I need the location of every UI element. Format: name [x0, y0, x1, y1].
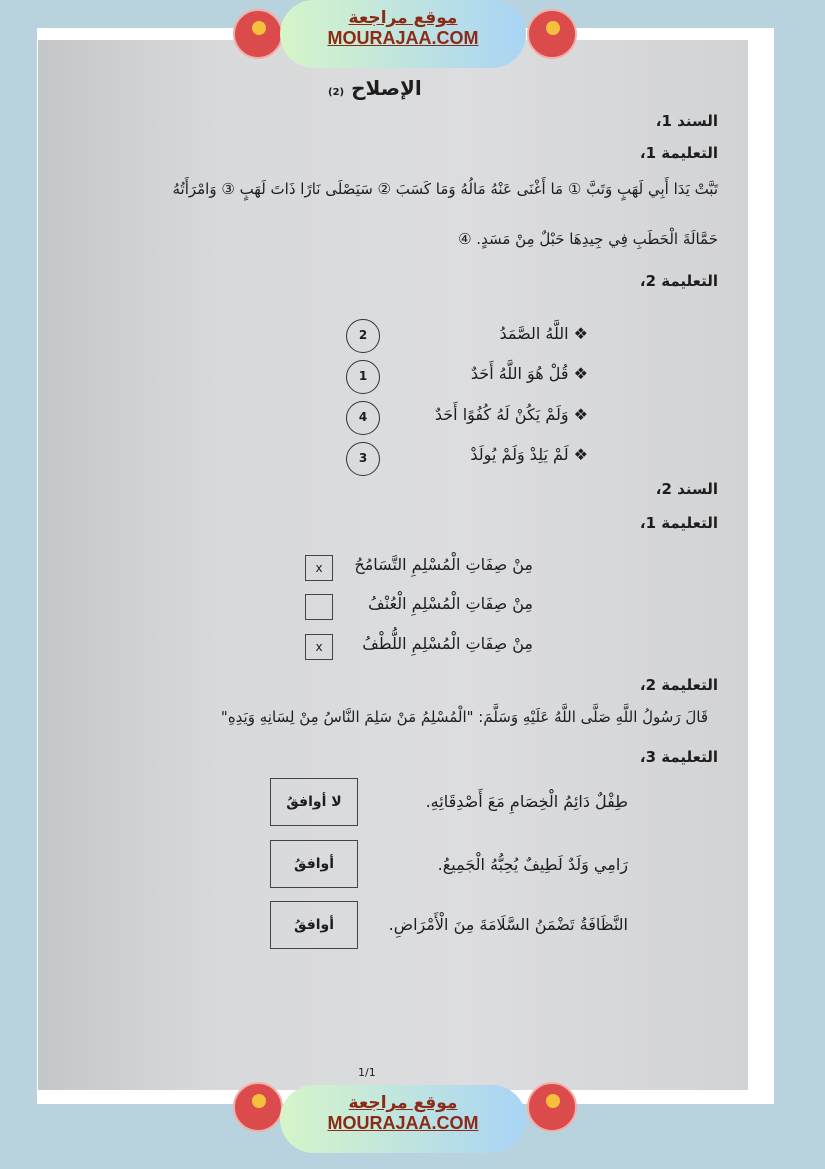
- checkbox[interactable]: [305, 594, 333, 620]
- order-number: 4: [346, 401, 380, 435]
- verse-line-2: حَمَّالَةَ الْحَطَبِ فِي جِيدِهَا حَبْلٌ مِنْ مَسَدٍ. ④: [458, 230, 718, 248]
- site-logo-icon: [233, 9, 283, 59]
- s1-t1: التعليمة 1،: [639, 144, 718, 162]
- banner-arabic: موقع مراجعة: [348, 1093, 458, 1113]
- checkbox[interactable]: x: [305, 634, 333, 660]
- statement: طِفْلٌ دَائِمُ الْخِصَامِ مَعَ أَصْدِقَائِهِ.: [425, 792, 628, 811]
- s2-t3: التعليمة 3،: [639, 748, 718, 766]
- statement: النَّظَافَةُ تَضْمَنُ السَّلَامَةَ مِنَ الْأَمْرَاضِ.: [388, 915, 628, 934]
- answer-box: أوافقُ: [270, 840, 358, 888]
- s1-t2: التعليمة 2،: [639, 272, 718, 290]
- check-item: مِنْ صِفَاتِ الْمُسْلِمِ التَّسَامُحُ: [354, 555, 533, 574]
- ordering-item: ❖ لَمْ يَلِدْ وَلَمْ يُولَدْ: [470, 445, 588, 464]
- s2-t2: التعليمة 2،: [639, 676, 718, 694]
- answer-box: أوافقُ: [270, 901, 358, 949]
- checkbox[interactable]: x: [305, 555, 333, 581]
- banner-arabic: موقع مراجعة: [348, 8, 458, 28]
- statement: رَامِي وَلَدٌ لَطِيفٌ يُحِبُّهُ الْجَمِيعُ.: [437, 855, 628, 874]
- s2-label: السند 2،: [655, 480, 718, 498]
- banner-site: MOURAJAA.COM: [327, 1113, 479, 1133]
- site-logo-icon: [527, 9, 577, 59]
- order-number: 1: [346, 360, 380, 394]
- site-banner-bottom[interactable]: [280, 1085, 526, 1153]
- ordering-item: ❖ قُلْ هُوَ اللَّهُ أَحَدٌ: [470, 364, 588, 383]
- s1-label: السند 1،: [655, 112, 718, 130]
- ordering-item: ❖ اللَّهُ الصَّمَدُ: [499, 324, 588, 343]
- check-item: مِنْ صِفَاتِ الْمُسْلِمِ اللُّطْفُ: [362, 634, 533, 653]
- s2-t1: التعليمة 1،: [639, 514, 718, 532]
- check-item: مِنْ صِفَاتِ الْمُسْلِمِ الْعُنْفُ: [368, 594, 533, 613]
- hadith: قَالَ رَسُولُ اللَّهِ صَلَّى اللَّهُ عَلَيْهِ وَسَلَّمَ: "الْمُسْلِمُ مَنْ سَلِمَ النَّاسُ مِنْ لِسَانِهِ وَيَدِهِ": [220, 708, 708, 726]
- page-title: الإصلاح (2): [328, 76, 422, 100]
- order-number: 2: [346, 319, 380, 353]
- site-banner-top[interactable]: [280, 0, 526, 68]
- banner-site: MOURAJAA.COM: [327, 28, 479, 48]
- site-logo-icon: [233, 1082, 283, 1132]
- verse-line-1: تَبَّتْ يَدَا أَبِي لَهَبٍ وَتَبَّ ① مَا أَغْنَى عَنْهُ مَالُهُ وَمَا كَسَبَ ② سَيَصْلَى نَارًا ذَاتَ لَهَبٍ ③ وَامْرَأَتُهُ: [172, 180, 718, 198]
- answer-box: لا أوافقُ: [270, 778, 358, 826]
- order-number: 3: [346, 442, 380, 476]
- exam-photo: [38, 40, 748, 1090]
- site-logo-icon: [527, 1082, 577, 1132]
- ordering-item: ❖ وَلَمْ يَكُنْ لَهُ كُفُوًا أَحَدٌ: [434, 405, 588, 424]
- page-number: 1/1: [358, 1066, 376, 1079]
